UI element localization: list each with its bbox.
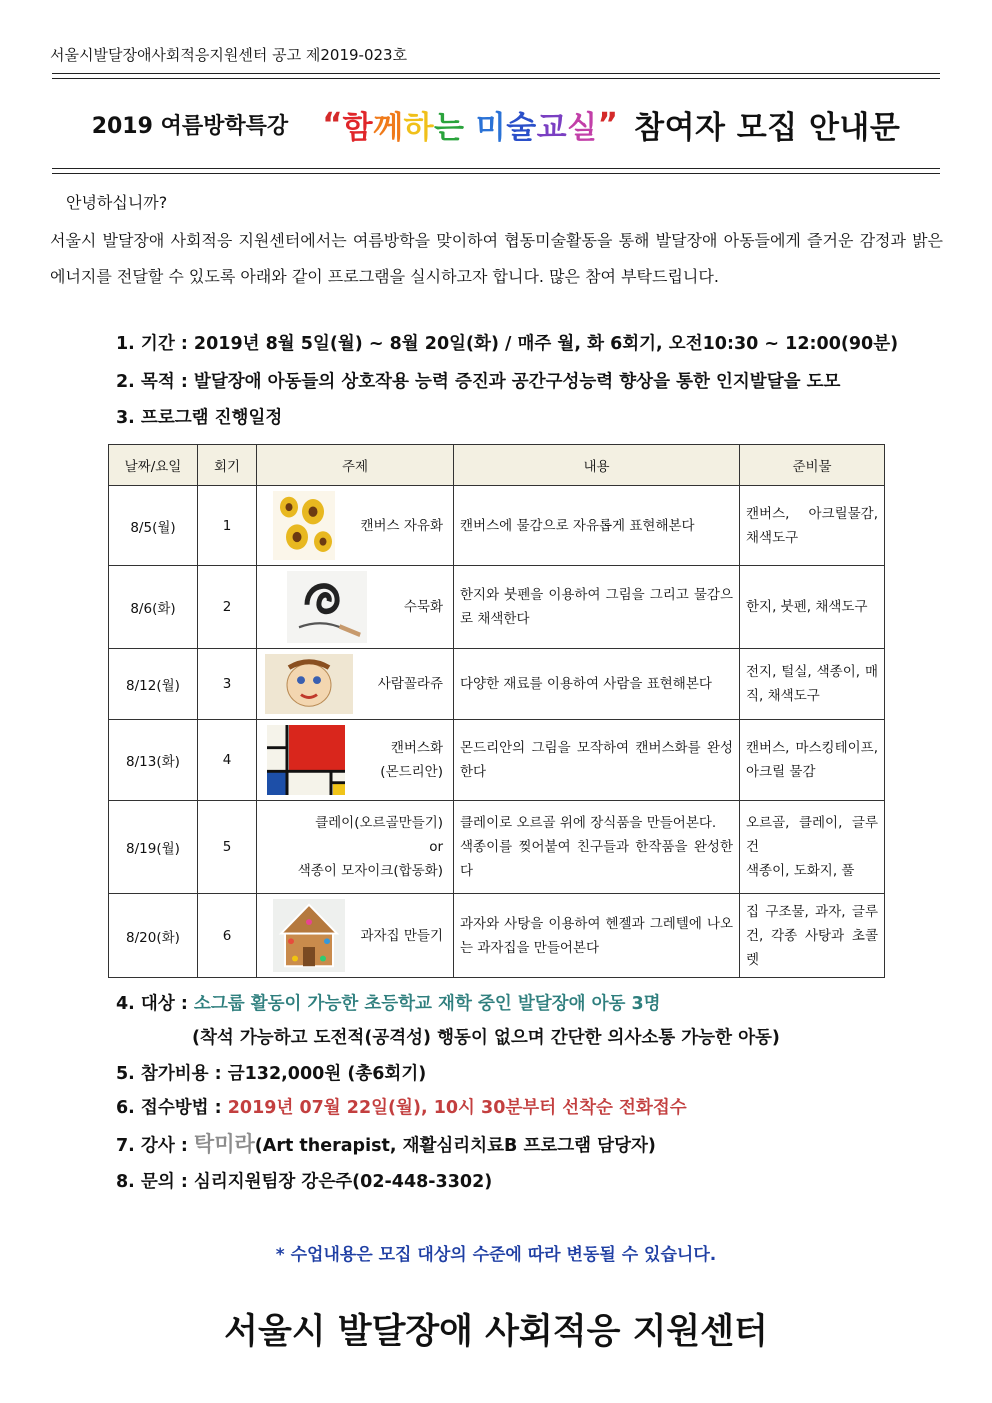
header-prep: 준비물 <box>740 445 885 486</box>
title-rainbow-letter: 함 <box>342 110 374 146</box>
cell-date: 8/20(화) <box>109 894 198 978</box>
header-topic: 주제 <box>257 445 454 486</box>
cell-topic: 클레이(오르골만들기) or 색종이 모자이크(합동화) <box>257 801 454 894</box>
cell-session: 1 <box>198 486 257 566</box>
intro-paragraph: 서울시 발달장애 사회적응 지원센터에서는 여름방학을 맞이하여 협동미술활동을 통해 발달장애 아동들에게 즐거운 감정과 밝은 에너지를 전달할 수 있도록 아래와 같이 프로그램을 실시하고자 합니다. 많은 참여 부탁드립니다. <box>50 231 943 286</box>
center-name: 서울시 발달장애 사회적응 지원센터 <box>224 1312 768 1352</box>
schedule-table <box>108 444 885 978</box>
cell-prep: 한지, 붓펜, 채색도구 <box>740 566 885 649</box>
cell-date: 8/13(화) <box>109 720 198 801</box>
table-row <box>109 720 885 801</box>
top-rule-2 <box>52 78 940 79</box>
cell-session: 3 <box>198 649 257 720</box>
item-lecturer: 7. 강사 : 탁미라(Art therapist, 재활심리치료B 프로그램 담당자) <box>116 1132 656 1156</box>
table-row <box>109 566 885 649</box>
header-date: 날짜/요일 <box>109 445 198 486</box>
cell-content: 한지와 붓펜을 이용하여 그림을 그리고 물감으로 채색한다 <box>454 566 740 649</box>
sunflower-image <box>273 491 335 560</box>
cell-topic: 캔버스 자유화 <box>257 486 454 566</box>
title-rainbow-letter: 께 <box>373 110 404 146</box>
foot-note: * 수업내용은 모집 대상의 수준에 따라 변동될 수 있습니다. <box>275 1245 717 1265</box>
cell-topic: 사람꼴라쥬 <box>257 649 454 720</box>
cell-content: 다양한 재료를 이용하여 사람을 표현해본다 <box>454 649 740 720</box>
item-purpose: 2. 목적 : 발달장애 아동들의 상호작용 능력 증진과 공간구성능력 향상을 통한 인지발달을 도모 <box>116 372 841 392</box>
item-target: 4. 대상 : 소그룹 활동이 가능한 초등학교 재학 중인 발달장애 아동 3명 <box>116 994 661 1014</box>
title-rainbow-letter: 실 <box>567 110 598 146</box>
face-collage-image <box>265 654 353 714</box>
cell-date: 8/6(화) <box>109 566 198 649</box>
header-session: 회기 <box>198 445 257 486</box>
greeting: 안녕하십니까? <box>66 193 168 212</box>
item-target-sub: (착석 가능하고 도전적(공격성) 행동이 없으며 간단한 의사소통 가능한 아동) <box>192 1028 780 1048</box>
table-row <box>109 801 885 894</box>
title-rule-2 <box>52 173 940 174</box>
item-apply: 6. 접수방법 : 2019년 07월 22일(월), 10시 30분부터 선착순 전화접수 <box>116 1098 687 1118</box>
cell-session: 2 <box>198 566 257 649</box>
title-rainbow-letter: 교 <box>536 110 568 146</box>
title-rainbow-letter: 하 <box>403 110 435 146</box>
title-quote-open: “ <box>322 106 343 143</box>
cell-content: 클레이로 오르골 위에 장식품을 만들어본다. 색종이를 찢어붙여 친구들과 한작품을 완성한다 <box>454 801 740 894</box>
ink-painting-image <box>287 571 367 643</box>
cell-topic: 캔버스화 (몬드리안) <box>257 720 454 801</box>
item-period: 1. 기간 : 2019년 8월 5일(월) ~ 8월 20일(화) / 매주 월, 화 6회기, 오전10:30 ~ 12:00(90분) <box>116 334 899 354</box>
title-rainbow-letter: 술 <box>506 110 537 146</box>
table-header-row <box>109 445 885 486</box>
cell-prep: 집 구조물, 과자, 글루건, 각종 사탕과 초콜렛 <box>740 894 885 978</box>
cell-prep: 캔버스, 아크릴물감, 채색도구 <box>740 486 885 566</box>
cell-session: 5 <box>198 801 257 894</box>
notice-number: 서울시발달장애사회적응지원센터 공고 제2019-023호 <box>50 46 408 64</box>
gingerbread-house-image <box>273 899 345 972</box>
document-title <box>52 102 940 150</box>
item-fee: 5. 참가비용 : 금132,000원 (총6회기) <box>116 1064 427 1084</box>
title-prefix: 2019 여름방학특강 <box>91 114 289 139</box>
title-rainbow-text <box>343 110 598 146</box>
item-schedule-heading: 3. 프로그램 진행일정 <box>116 408 283 428</box>
cell-prep: 캔버스, 마스킹테이프, 아크릴 물감 <box>740 720 885 801</box>
cell-topic: 수묵화 <box>257 566 454 649</box>
item-contact: 8. 문의 : 심리지원팀장 강은주(02-448-3302) <box>116 1172 493 1192</box>
cell-date: 8/12(월) <box>109 649 198 720</box>
cell-prep: 전지, 털실, 색종이, 매직, 채색도구 <box>740 649 885 720</box>
table-row <box>109 649 885 720</box>
cell-session: 4 <box>198 720 257 801</box>
title-rainbow-letter <box>464 110 475 146</box>
title-suffix: 참여자 모집 안내문 <box>634 110 901 146</box>
cell-date: 8/5(월) <box>109 486 198 566</box>
table-row <box>109 894 885 978</box>
cell-content: 몬드리안의 그림을 모작하여 캔버스화를 완성한다 <box>454 720 740 801</box>
title-quote-close: ” <box>597 106 618 143</box>
title-rainbow-letter: 미 <box>475 110 507 146</box>
top-rule-1 <box>52 73 940 74</box>
cell-topic: 과자집 만들기 <box>257 894 454 978</box>
table-row <box>109 486 885 566</box>
header-content: 내용 <box>454 445 740 486</box>
cell-content: 과자와 사탕을 이용하여 헨젤과 그레텔에 나오는 과자집을 만들어본다 <box>454 894 740 978</box>
cell-content: 캔버스에 물감으로 자유롭게 표현해본다 <box>454 486 740 566</box>
cell-date: 8/19(월) <box>109 801 198 894</box>
title-rule-1 <box>52 168 940 169</box>
cell-session: 6 <box>198 894 257 978</box>
mondrian-image <box>267 725 345 795</box>
title-rainbow-letter: 는 <box>434 110 465 146</box>
cell-prep: 오르골, 클레이, 글루건 색종이, 도화지, 풀 <box>740 801 885 894</box>
